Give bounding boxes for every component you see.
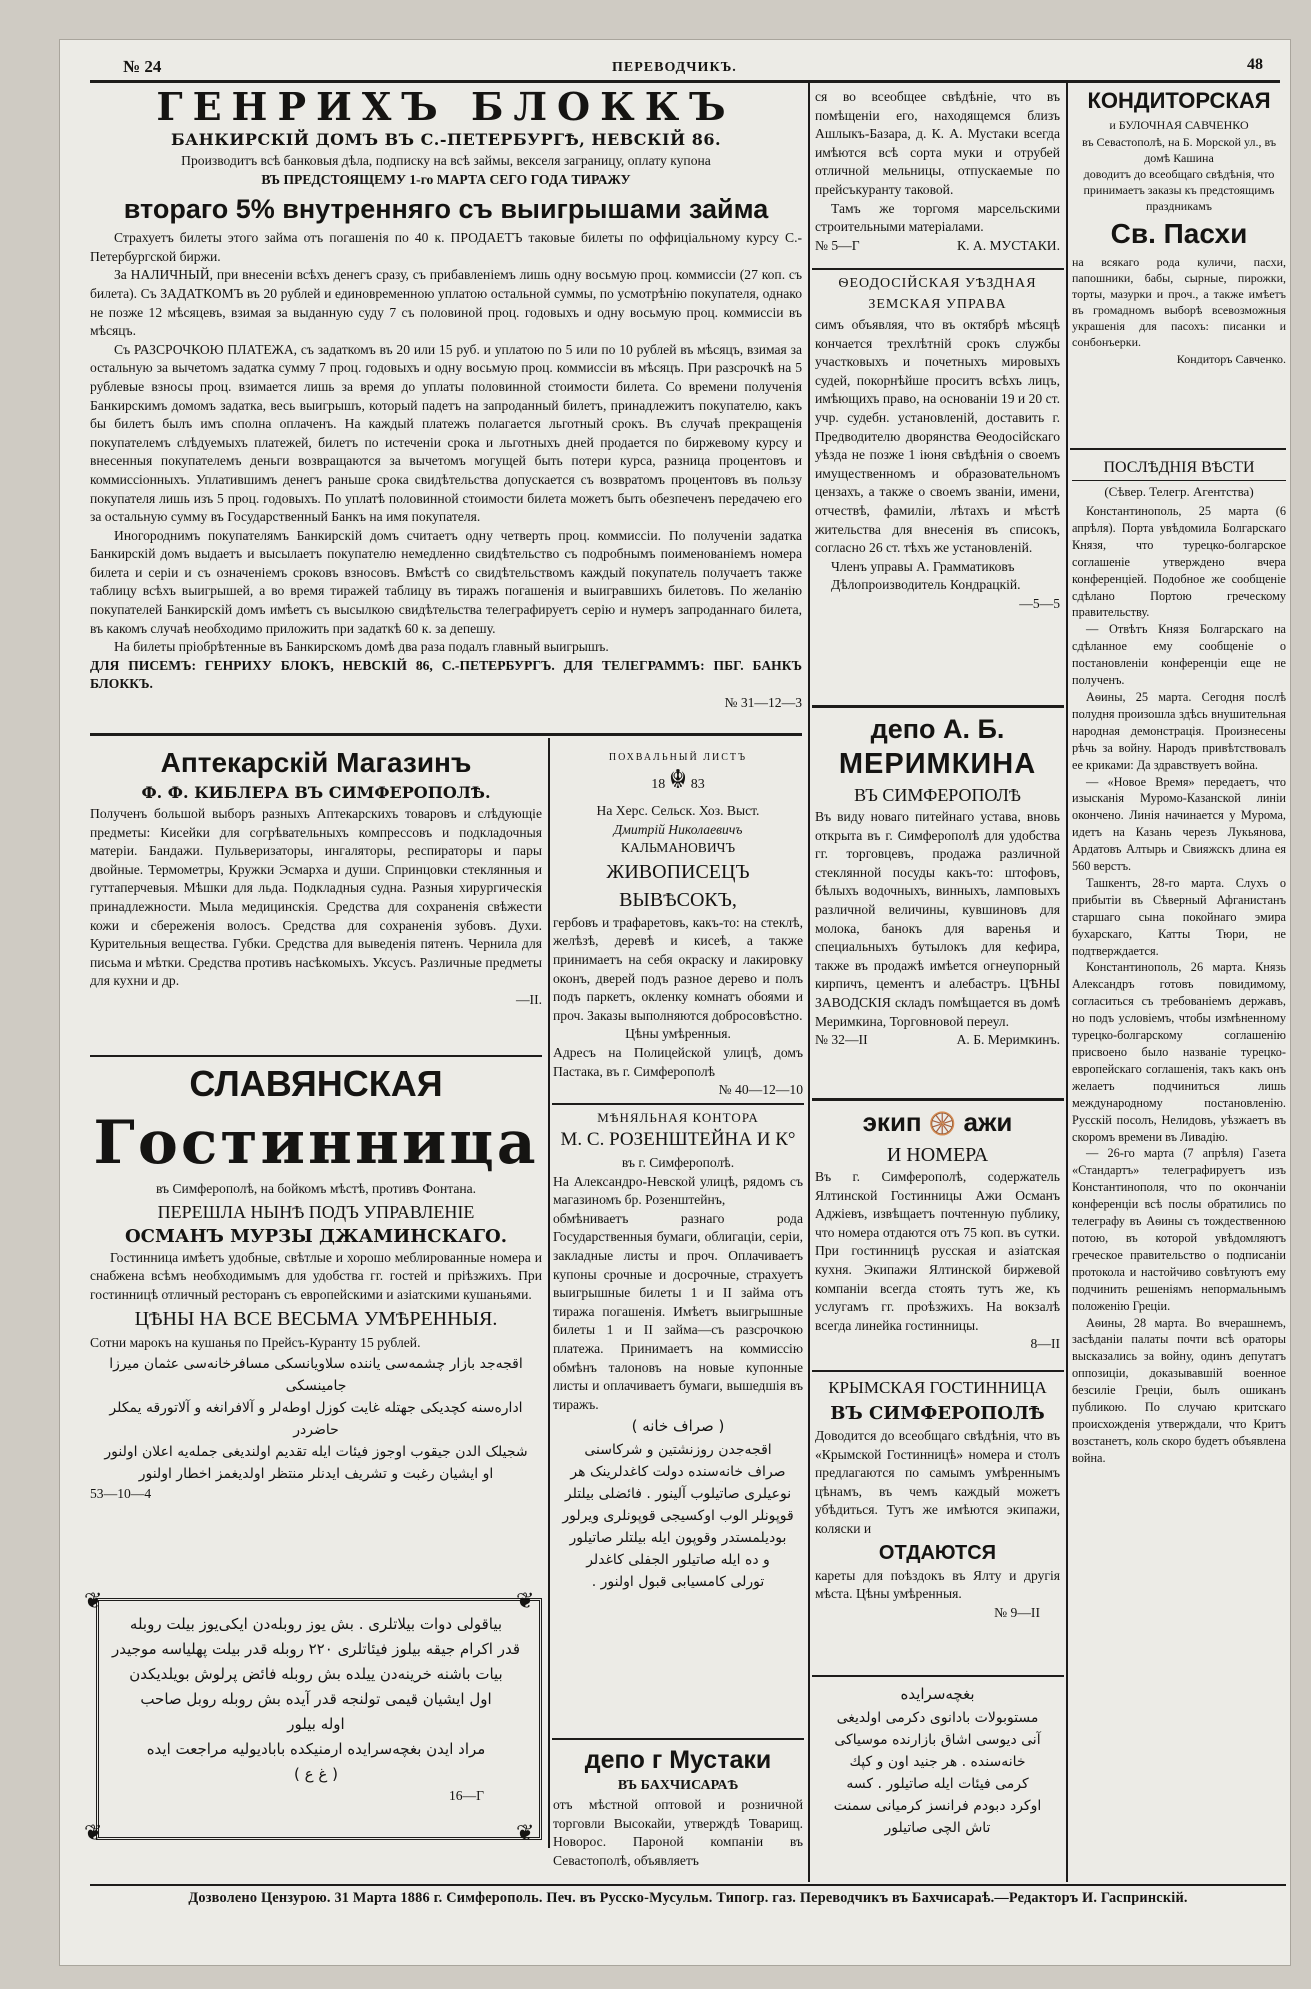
merimkin-title-1: депо А. Б.	[870, 714, 1005, 744]
konditor-text: доводитъ до всеобщаго свѣдѣнія, что принимаетъ заказы къ предстоящимъ праздникамъ	[1083, 167, 1275, 213]
bagche-line: مستوبولات بادانوی دکرمی اولدیغی	[836, 1710, 1039, 1726]
konditor-title: КОНДИТОРСКАЯ	[1087, 88, 1271, 113]
krym-big-word: ОТДАЮТСЯ	[878, 1541, 997, 1564]
ekipazhi-rule	[812, 1098, 1064, 1101]
rozenshtein-title: М. С. РОЗЕНШТЕЙНА И К°	[560, 1129, 796, 1150]
konditor-subtitle: и БУЛОЧНАЯ САВЧЕНКО	[1109, 118, 1249, 132]
mustaki-title: депо г Мустаки	[584, 1746, 772, 1774]
news-item: Ташкентъ, 28-го марта. Слухъ о прибытіи въ Сѣверный Афганистанъ старшаго сына покойнаго эмира бухарскаго, Катты Тюри, не подтверждается.	[1072, 875, 1286, 958]
blokk-title: ГЕНРИХЪ БЛОККЪ	[156, 84, 736, 129]
blokk-paragraph-4: Съ РАЗСРОЧКОЮ ПЛАТЕЖА, съ задаткомъ въ 20 или 15 руб. и уплатою по 5 или по 10 рублей въ мѣсяцъ, взимая за остальную за вычетомъ задатка сумму 7 проц. годовыхъ и одну восьмую проц. коммиссіи въ мѣсяцъ. При разсрочкѣ на 5 рублевые взносы проц. взимается лишь за время до уплаты половинной стоимости билета. Со времени полученія Банкирскимъ домомъ задатка, весь выигрышъ, который падетъ на запроданный билетъ, принадлежитъ покупателю, какъ бы билетъ былъ имъ сполна оплаченъ. На каждый платежъ полагается льготный срокъ. Въ случаѣ прекращенія покупателемъ слѣдуемыхъ платежей, билетъ по истеченіи срока и льготныхъ дней продается по биржевому курсу и внесенныя покупателемъ деньги возвращаются за вычетомъ могущей быть потери курса, разница процентовъ и коммиссіонныхъ. Уплатившимъ денегъ раньше срока свидѣтельства допускается съ возвратомъ процентовъ въ пользу покупателя лишь изъ 5 проц. годовыхъ. По уплатѣ половинной стоимости билета можетъ быть обезпеченъ передачею его за остальную сумму въ Государственный Банкъ на имя покупателя.	[90, 341, 802, 525]
kalmanovich-address: Адресъ на Полицейской улицѣ, домъ Пастака, въ г. Симферополѣ	[553, 1044, 803, 1079]
apteka-advertisement	[90, 745, 542, 1010]
ekipazhi-advertisement	[815, 1104, 1060, 1354]
feodosia-signer-1: Членъ управы А. Грамматиковъ	[831, 558, 1015, 574]
apteka-subtitle: Ф. Ф. КИБЛЕРА ВЪ СИМФЕРОПОЛѢ.	[141, 783, 491, 802]
issue-number: № 24	[123, 57, 162, 76]
rozenshtein-advertisement	[553, 1110, 803, 1593]
eagle-emblem-icon: ☬	[668, 765, 688, 794]
krym-text-2: кареты для поѣздокъ въ Ялту и другія мѣста. Цѣны умѣренныя.	[815, 1567, 1060, 1602]
blokk-paragraph-5: Иногороднимъ покупателямъ Банкирскій домъ считаетъ одну четверть проц. коммиссіи. По полученіи задатка Банкирскій домъ выдаетъ и высылаетъ покупателю немедленно свидѣтельство съ подробнымъ поименованіемъ номера билета и серіи и съ означеніемъ сроковъ взносовъ. Вмѣстѣ со свидѣтельствомъ каждый покупатель получаетъ также таблицу всѣхъ выигрышей, а во время тиражей таблицу въ тиражъ погашенія и выигравшихъ билетовъ. По желанію покупателей Банкирскій домъ имѣетъ съ высылкою свидѣтельства телеграфируетъ серію и нумеръ запроданнаго билета, въ какомъ случаѣ необходимо приложить при задаткѣ 60 к. за депешу.	[90, 527, 802, 636]
bagche-title: بغچه‌سرایده	[900, 1685, 975, 1703]
bagche-line: تاش الچی صاتیلور	[884, 1820, 991, 1836]
blokk-advertisement	[90, 86, 802, 713]
slavyanskaya-text: Гостинница имѣетъ удобные, свѣтлые и хорошо меблированные номера и снабжена всѣмъ необходимымъ для удобства гг. гостей и пріѣзжихъ. При гостинницѣ отличный ресторанъ съ европейскими и азіатскими кушаньями.	[90, 1249, 542, 1302]
konditor-text-2: на всякаго рода куличи, пасхи, папошники, бабы, сырные, пирожки, торты, мазурки и проч., а также имѣетъ въ громадномъ выборѣ всевозможныя украшенія для пасохъ: писанки и сонбонъерки.	[1072, 255, 1286, 349]
slavyanskaya-owner: ОСМАНЪ МУРЗЫ ДЖАМИНСКАГО.	[125, 1225, 507, 1247]
column-rule-2	[1066, 82, 1068, 1882]
feodosia-signer-2: Дѣлопроизводитель Кондрацкій.	[831, 577, 1021, 593]
rozenshtein-arabic-line: تورلی کامسیابی قبول اولنور .	[591, 1574, 765, 1591]
ekipazhi-title-2: ажи	[963, 1107, 1013, 1137]
rozenshtein-address: На Александро-Невской улицѣ, рядомъ съ магазиномъ бр. Розенштейнъ,	[553, 1173, 803, 1208]
bagche-advertisement	[815, 1682, 1060, 1839]
news-section	[1072, 456, 1286, 1467]
ekipazhi-title-1: экип	[862, 1107, 922, 1137]
slavyanskaya-arabic-2: اداره‌سنه کچدیکی جهتله غایت کوزل اوطه‌لر و آلافرانغه و آلاتورقه یمکلر حاضردر	[109, 1399, 523, 1438]
mustaki-signer: К. А. МУСТАКИ.	[957, 237, 1060, 253]
kalmanovich-prices: Цѣны умѣренныя.	[625, 1026, 731, 1042]
merimkin-text: Въ виду новаго питейнаго устава, вновь открыта въ г. Симферополѣ для удобства гг. торговцевъ, продажа различной стеклянной посуды какъ-то: штофовъ, бѣлыхъ водочныхъ, винныхъ, ламповыхъ различной величины, кувшиновъ для молока, банокъ для варенья и специальныхъ бутылокъ для кефира, также въ продажѣ имѣется огнеупорный кирпичъ, цементъ и алебастръ. ЦѢНЫ ЗАВОДСКІЯ складъ помѣщается въ домѣ Меримкина, Торговновой переул.	[815, 809, 1060, 1029]
rozenshtein-arabic-line: قوپونلر الوب اوکسیجی قوپونلری ویرلور	[562, 1508, 794, 1525]
slavyanskaya-arabic-1: اقجه‌جد بازار چشمه‌سی یاننده سلاویانسکی مسافرخانه‌سی عثمان میرزا جامینسکی	[109, 1355, 523, 1394]
mustaki-subtitle: ВЪ БАХЧИСАРАѢ	[617, 1778, 739, 1793]
kalmanovich-advertisement	[553, 752, 803, 1100]
krym-advertisement	[815, 1375, 1060, 1622]
news-item: — Отвѣтъ Князя Болгарскаго на сдѣланное ему сообщеніе о постановленіи конференціи еще не полученъ.	[1072, 622, 1286, 688]
corner-ornament-icon: ❦	[84, 1588, 103, 1613]
exchange-office-label: МѢНЯЛЬНАЯ КОНТОРА	[597, 1110, 759, 1125]
arabic-box-line: بیاقولی دوات بیلاتلری . بش یوز روبله‌دن ایکی‌یوز بیلت روبله	[129, 1615, 503, 1633]
blokk-paragraph-6: На билеты пріобрѣтенные въ Банкирскомъ домѣ два раза подалъ главный выигрышъ.	[114, 639, 609, 655]
krym-text: Доводится до всеобщаго свѣдѣнія, что въ «Крымской Гостинницѣ» номера и столъ предлагаются по самымъ умѣреннымъ цѣнамъ, въ чемъ каждый можетъ убѣдиться. Тутъ же имѣются экипажи, коляски и	[815, 1428, 1060, 1536]
ekipazhi-subtitle: И НОМЕРА	[886, 1144, 989, 1166]
blokk-rule	[90, 733, 802, 736]
bagche-line: آنی دیوسی اشاق بازارنده موسیاکی	[834, 1732, 1041, 1748]
apteka-text: Полученъ большой выборъ разныхъ Аптекарскихъ товаровъ и слѣдующіе предметы: Кисейки для согрѣвательныхъ компрессовъ и подкладочныя матеріи. Бандажи. Пульверизаторы, ингаляторы, респираторы и пары двойные. Термометры, Кружки Эсмарха и души. Спринцовки стеклянныя и гуттаперчевыя. Мѣшки для льда. Подкладныя судна. Разныя хирургическія принадлежности. Мыла медицинскія. Средства для сохраненія свѣжести кожи и сбереженія волосъ. Средства для сохраненія зубовъ. Духи. Курительныя вещества. Губки. Средства для выведенія пятенъ. Чернила для письма и мѣтки. Средства противъ насѣкомыхъ. Уксусъ. Различные предметы для кухни и др.	[90, 806, 542, 989]
ekipazhi-code: 8—II	[1030, 1336, 1060, 1352]
merimkin-location: ВЪ СИМФЕРОПОЛѢ	[854, 785, 1021, 805]
feodosia-advertisement	[815, 274, 1060, 614]
merimkin-title-2: МЕРИМКИНА	[838, 748, 1037, 780]
arabic-box	[108, 1612, 524, 1806]
rozenshtein-arabic-line: و ده ایله صاتیلور الجفلی کاغدلر	[586, 1552, 770, 1569]
news-item: Константинополь, 26 марта. Князь Александръ готовъ повидимому, согласиться съ требованіемъ державъ, но подъ условіемъ, чтобы измѣненному турецко-болгарскому соглашенію присвоено было названіе турецко-европейскаго соглашенія, такъ какъ онъ желаетъ подчиниться лишь международному постановленію. Русскій посолъ, Нелидовъ, уѣзжаетъ въ скоромъ времени въ Ливадію.	[1072, 960, 1286, 1144]
arabic-box-line: اول ایشیان قیمی تولنجه قدر آیده بش روبله روبل صاحب	[140, 1690, 492, 1708]
news-item: — 26-го марта (7 апрѣля) Газета «Стандартъ» телеграфируетъ изъ Константинополя, что по окончаніи конференціи всѣ послы обратились по телеграфу въ Аѳины съ тождественною потою, въ которой увѣдомляютъ греческое правительство о подписаніи протокола и настойчиво совѣтуютъ ему подчинить решеніямъ непормальнымъ положенію Греціи.	[1072, 1146, 1286, 1313]
news-item: Аѳины, 28 марта. Во вчерашнемъ, засѣданіи палаты почти всѣ ораторы высказались за войну, одинъ депутатъ оппозиціи, доказывавшій военное безсиліе Греціи, былъ ошиканъ публикою. По случаю критскаго происхожденія утверждали, что Критъ возстанетъ, коль скоро будетъ объявлена война.	[1072, 1315, 1286, 1465]
slavyanskaya-prices: ЦѢНЫ НА ВСЕ ВЕСЬМА УМѢРЕННЫЯ.	[134, 1308, 498, 1331]
kalmanovich-code: № 40—12—10	[718, 1082, 803, 1098]
merimkin-signer: А. Б. Меримкинъ.	[956, 1032, 1060, 1048]
mustaki-continuation	[815, 88, 1060, 255]
painter-name: Дмитрій Николаевичъ	[613, 821, 743, 837]
slavyanskaya-advertisement	[90, 1062, 542, 1504]
slavyanskaya-menu: Сотни марокъ на кушанья по Прейсъ-Куранту 15 рублей.	[90, 1335, 421, 1351]
blokk-intro-2: ВЪ ПРЕДСТОЯЩЕМУ 1-го МАРТА СЕГО ГОДА ТИРАЖУ	[261, 171, 631, 187]
column-rule-1	[808, 82, 810, 1882]
rozenshtein-arabic-title: ( صراف خانه )	[631, 1417, 725, 1436]
blokk-intro: Производитъ всѣ банковыя дѣла, подписку на всѣ займы, векселя заграницу, оплату купона	[181, 153, 711, 168]
diploma-year-2: 83	[690, 777, 705, 792]
feodosia-code: —5—5	[1019, 595, 1060, 611]
bagche-line: خانه‌سنده . هر جنید اون و کپك	[849, 1754, 1026, 1770]
painter-trade: ЖИВОПИСЕЦЪ ВЫВѢСОКЪ,	[606, 860, 750, 911]
rozenshtein-rule	[552, 1738, 804, 1740]
news-item: Аѳины, 25 марта. Сегодня послѣ полудня произошла здѣсь внушительная народная демонстрація. Произнесены рѣчь за войну. Народъ привѣтствовалъ ее криками: Да здравствуетъ война.	[1072, 689, 1286, 772]
mustaki-continuation-text: ся во всеобщее свѣдѣніе, что въ помѣщеніи его, находящемся близъ Ашлыкъ-Базара, д. К. А. Мустаки всегда имѣются всѣ сорта муки и отрубей отличной мельницы, отпускаемые по прейсъкуранту таковой.	[815, 89, 1060, 197]
feodosia-rule	[812, 268, 1064, 270]
corner-ornament-icon: ❦	[516, 1588, 535, 1613]
page-number: 48	[1247, 56, 1263, 73]
slavyanskaya-arabic-4: او ایشیان رغبت و تشریف ایدنلر منتظر اولدیغمز اخطار اولنور	[138, 1465, 494, 1482]
krym-rule	[812, 1370, 1064, 1372]
news-item: — «Новое Время» передаетъ, что изысканія Муромо-Казанской линіи окончено. Линія начинается у Мурома, идетъ на Казань черезъ Лукьянова, Ардатовъ Алтырь и Свияжскъ длина ея 560 верстъ.	[1072, 774, 1286, 874]
exhibition: На Херс. Сельск. Хоз. Выст.	[596, 803, 760, 818]
konditor-easter: Св. Пасхи	[1110, 218, 1248, 249]
rozenshtein-arabic-line: نوعیلری صاتیلوب آلینور . فائضلی بیلتلر	[564, 1486, 792, 1503]
apteka-title: Аптекарскій Магазинъ	[160, 747, 472, 778]
news-item: Константинополь, 25 марта (6 апрѣля). Порта увѣдомила Болгарскаго Князя, что турецко-болгарское соглашеніе утверждено вчера конференціей. Подобное же сообщеніе сдѣлано Портою греческому правительству.	[1072, 504, 1286, 620]
slavyanskaya-code: 53—10—4	[90, 1485, 152, 1501]
blokk-code: № 31—12—3	[724, 695, 802, 711]
arabic-box-line: بیات باشنه خرینه‌دن ییلده بش روبله فائض پرلوش بویلدیکدن	[129, 1665, 503, 1683]
feodosia-text: симъ объявляя, что въ октябрѣ мѣсяцѣ кончается трехлѣтній срокъ службы участковыхъ и почетныхъ мировыхъ судей, покорнѣйше проситъ всѣхъ лицъ, имѣющихъ право, на основаніи 19 и 20 ст. учр. судебн. установленій, доставить г. Предводителю дворянства Ѳеодосійскаго уѣзда не позже 1 іюня свѣдѣнія о своемъ имущественномъ и образовательномъ цензахъ, а также о своемъ званіи, имени, отчествѣ, фамиліи, лѣтахъ и мѣстѣ жительства для внесенія въ списокъ, согласно 26 ст. тѣхъ же установленій.	[815, 317, 1060, 556]
merimkin-rule	[812, 705, 1064, 708]
blokk-headline: втораго 5% внутренняго съ выигрышами займа	[123, 194, 769, 225]
konditor-location: въ Севастополѣ, на Б. Морской ул., въ домѣ Кашина	[1081, 135, 1277, 165]
arabic-box-line: اوله بیلور	[287, 1715, 345, 1733]
news-rule	[1070, 448, 1286, 450]
slavyanskaya-location: въ Симферополѣ, на бойкомъ мѣстѣ, противъ Фонтана.	[155, 1181, 477, 1196]
blokk-paragraph-2: Страхуетъ билеты этого займа отъ погашенія по 40 к. ПРОДАЕТЪ таковые билеты по оффиціальному курсу С.-Петербургской биржи.	[90, 230, 802, 264]
bagche-line: اوکرد دبودم فرانسز کرمیانی سمنت	[833, 1798, 1042, 1814]
apteka-rule	[90, 1055, 542, 1057]
painter-surname: КАЛЬМАНОВИЧЪ	[620, 840, 736, 856]
mustaki-advertisement	[553, 1744, 803, 1870]
slavyanskaya-title: СЛАВЯНСКАЯ	[189, 1063, 443, 1104]
konditor-advertisement	[1072, 86, 1286, 369]
bagche-line: کرمی فیئات ایله صاتیلور . کسه	[846, 1776, 1029, 1792]
footer-rule	[90, 1884, 1286, 1886]
rozenshtein-text: обмѣниваетъ разнаго рода Государственныя бумаги, облигаціи, серіи, закладные листы и проч. Оплачиваетъ купоны срочные и досрочные, страхуетъ выигрышные билеты 1 и II займа отъ тиража погашенія. Имѣетъ выигрышные билеты 1 и II займа—съ разсрочкою платежа. Принимаетъ на коммиссію обмѣнъ талоновъ на новые купонные листы и оплачиваетъ бумаги, вышедшія въ тиражъ.	[553, 1210, 803, 1412]
merimkin-code: № 32—II	[815, 1032, 868, 1048]
krym-subtitle: ВЪ СИМФЕРОПОЛѢ	[830, 1403, 1045, 1424]
mustaki-text: отъ мѣстной оптовой и розничной торговли Высокайи, утверждѣ Товарищ. Новорос. Пароной компаніи въ Севастополѣ, объявляетъ	[553, 1797, 803, 1868]
rozenshtein-arabic-line: صراف خانه‌سنده دولت کاغدلرینک هر	[570, 1464, 786, 1481]
ekipazhi-text: Въ г. Симферополѣ, содержатель Ялтинской Гостинницы Ажи Османъ Аджіевъ, извѣщаетъ почтенную публику, что номера отдаются отъ 75 коп. въ сутки. При гостинницѣ русская и азіатская кухня. Экипажи Ялтинской биржевой компаніи всегда стоять тутъ же, къ услугамъ гг. проѣзжихъ. На вокзалѣ всегда линейка гостинницы.	[815, 1169, 1060, 1333]
rozenshtein-location: въ г. Симферополѣ.	[621, 1155, 735, 1170]
konditor-signer: Кондиторъ Савченко.	[1176, 352, 1286, 366]
rozenshtein-arabic-line: بودیلمستدر وقوپون ایله بیلتلر صاتیلور	[569, 1530, 787, 1547]
news-subtitle: (Сѣвер. Телегр. Агентства)	[1104, 484, 1254, 499]
kalmanovich-text: гербовъ и трафаретовъ, какъ-то: на стеклѣ, желѣзѣ, деревѣ и кисеѣ, а также принимаетъ на себя окраску и лакировку оконъ, дверей подъ разное дерево и полъ подъ паркетъ, окленку комнатъ обоями и проч. Заказы выполняются добросовѣстно.	[553, 914, 803, 1023]
slavyanskaya-arabic-3: شجیلک الدن جیقوب اوجوز فیئات ایله تقدیم اولندیغی جمله‌یه اعلان اولنور	[104, 1443, 528, 1460]
diploma-label: ПОХВАЛЬНЫЙ ЛИСТЪ	[608, 752, 748, 763]
arabic-box-line: مراد ایدن بغچه‌سرایده ارمنیکده بابادیولیه مراجعت ایده	[146, 1740, 486, 1758]
arabic-box-code: 16—Г	[448, 1788, 484, 1803]
krym-title: КРЫМСКАЯ ГОСТИННИЦА	[828, 1378, 1047, 1397]
slavyanskaya-hotel-title: Гостинница	[93, 1108, 539, 1178]
mustaki-materials: Тамъ же торгомя марсельскими строительными матеріалами.	[815, 200, 1060, 235]
news-title: ПОСЛѢДНІЯ ВѢСТИ	[1072, 456, 1286, 481]
corner-ornament-icon: ❦	[84, 1820, 103, 1845]
krym-code: № 9—II	[994, 1604, 1040, 1620]
blokk-addresses: ДЛЯ ПИСЕМЪ: ГЕНРИХУ БЛОКЪ, НЕВСКІЙ 86, С.-ПЕТЕРБУРГЪ. ДЛЯ ТЕЛЕГРАММЪ: ПБГ. БАНКЪ БЛОККЪ.	[90, 657, 802, 692]
kalmanovich-rule	[552, 1103, 804, 1105]
blokk-subtitle: БАНКИРСКІЙ ДОМЪ ВЪ С.-ПЕТЕРБУРГѢ, НЕВСКІЙ 86.	[170, 130, 722, 149]
corner-ornament-icon: ❦	[516, 1820, 535, 1845]
header-rule	[90, 80, 1280, 83]
arabic-box-line: ( غ ع )	[294, 1765, 338, 1783]
bagche-rule	[812, 1675, 1064, 1677]
diploma-year-1: 18	[651, 777, 666, 792]
merimkin-advertisement	[815, 712, 1060, 1050]
apteka-code: —II.	[515, 991, 542, 1007]
blokk-paragraph-3: За НАЛИЧНЫЙ, при внесеніи всѣхъ денегъ сразу, съ прибавленіемъ лишь одну восьмую проц. коммиссіи (27 коп. съ билета). Съ ЗАДАТКОМЪ въ 20 рублей и единовременною уплатою остальной суммы, по усмотрѣнію покупателя, однако не позже 12 мѣсяцевъ, взимая за выданную суду 7 съ половиной проц. годовыхъ и одну восьмую проц. коммиссіи въ мѣсяцъ.	[90, 267, 802, 339]
column-rule-3	[548, 738, 550, 1848]
carriage-icon: 🛞	[928, 1111, 957, 1136]
arabic-box-line: قدر اکرام جیقه بیلوز فیئاتلری ۲۲۰ روبله قدر بیلت پهلیاسه موجیدر	[111, 1640, 521, 1658]
rozenshtein-arabic-line: اقجه‌جدن روزنشتین و شرکاسنی	[584, 1442, 772, 1459]
mustaki-code: № 5—Г	[815, 237, 860, 253]
slavyanskaya-passed: ПЕРЕШЛА НЫНѢ ПОДЪ УПРАВЛЕНІЕ	[157, 1201, 475, 1222]
feodosia-title: ѲЕОДОСІЙСКАЯ УѢЗДНАЯ	[838, 276, 1037, 291]
newspaper-name: ПЕРЕВОДЧИКЪ.	[612, 60, 737, 75]
footer-imprint: Дозволено Цензурою. 31 Марта 1886 г. Симферополь. Печ. въ Русско-Мусульм. Типогр. газ. Переводчикъ въ Бахчисараѣ.—Редакторъ И. Гаспринскій.	[188, 1890, 1188, 1906]
feodosia-subtitle: ЗЕМСКАЯ УПРАВА	[868, 297, 1007, 312]
